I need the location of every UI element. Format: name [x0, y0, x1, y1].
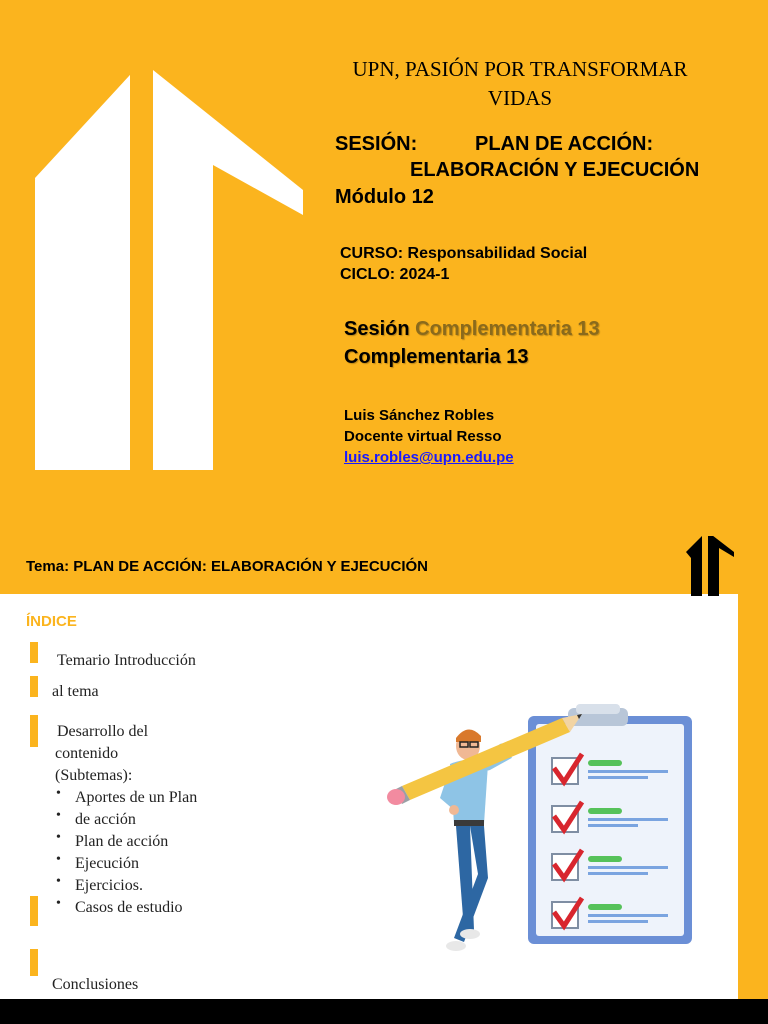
index-marker	[30, 896, 38, 926]
subtopic-item: • Aportes de un Plan	[56, 787, 197, 809]
course-label: CURSO: Responsabilidad Social	[340, 245, 588, 262]
teacher-email-link[interactable]: luis.robles@upn.edu.pe	[344, 449, 514, 466]
subtopic-list	[56, 787, 197, 919]
motto: UPN, PASIÓN POR TRANSFORMAR VIDAS	[352, 57, 688, 110]
index-item-temario: Temario Introducción	[57, 652, 196, 669]
complementary-word2: Complementaria 13	[415, 318, 600, 340]
index-title: ÍNDICE	[26, 613, 77, 630]
bottom-black-strip	[0, 999, 768, 1024]
teacher-role: Docente virtual Resso	[344, 428, 502, 445]
index-item-desarrollo-line3: (Subtemas):	[55, 767, 133, 784]
complementary-title	[344, 316, 600, 343]
checklist-illustration	[384, 698, 704, 998]
topic-header	[0, 536, 768, 594]
complementary-word1: Sesión	[344, 318, 410, 340]
index-marker	[30, 642, 38, 663]
index-item-temario-cont: al tema	[52, 683, 99, 700]
complementary-line2: Complementaria 13	[344, 346, 529, 368]
index-slide	[0, 536, 768, 999]
session-label: SESIÓN:	[335, 133, 418, 155]
upn-arrow-logo	[35, 70, 305, 470]
cycle-label: CICLO: 2024-1	[340, 266, 450, 283]
teacher-name: Luis Sánchez Robles	[344, 407, 495, 424]
subtopic-item: • Ejercicios.	[56, 875, 197, 897]
index-marker	[30, 949, 38, 976]
subtopic-item: • Ejecución	[56, 853, 197, 875]
session-heading	[335, 131, 653, 157]
session-title-line2: ELABORACIÓN Y EJECUCIÓN	[410, 159, 700, 181]
subtopic-item-cont: • de acción	[56, 809, 197, 831]
module-label: Módulo 12	[335, 186, 434, 208]
subtopic-item: • Plan de acción	[56, 831, 197, 853]
session-title-line1: PLAN DE ACCIÓN:	[475, 133, 654, 155]
yellow-side-band	[738, 594, 768, 999]
index-item-desarrollo-line2: contenido	[55, 745, 119, 762]
upn-arrow-mini-logo	[686, 536, 736, 596]
index-item-conclusiones: Conclusiones	[52, 976, 139, 993]
topic-title: Tema: PLAN DE ACCIÓN: ELABORACIÓN Y EJECUCIÓN	[26, 558, 428, 575]
index-marker	[30, 676, 38, 697]
subtopic-item: • Casos de estudio	[56, 897, 197, 919]
index-item-desarrollo: Desarrollo del	[57, 723, 149, 740]
index-marker	[30, 715, 38, 747]
